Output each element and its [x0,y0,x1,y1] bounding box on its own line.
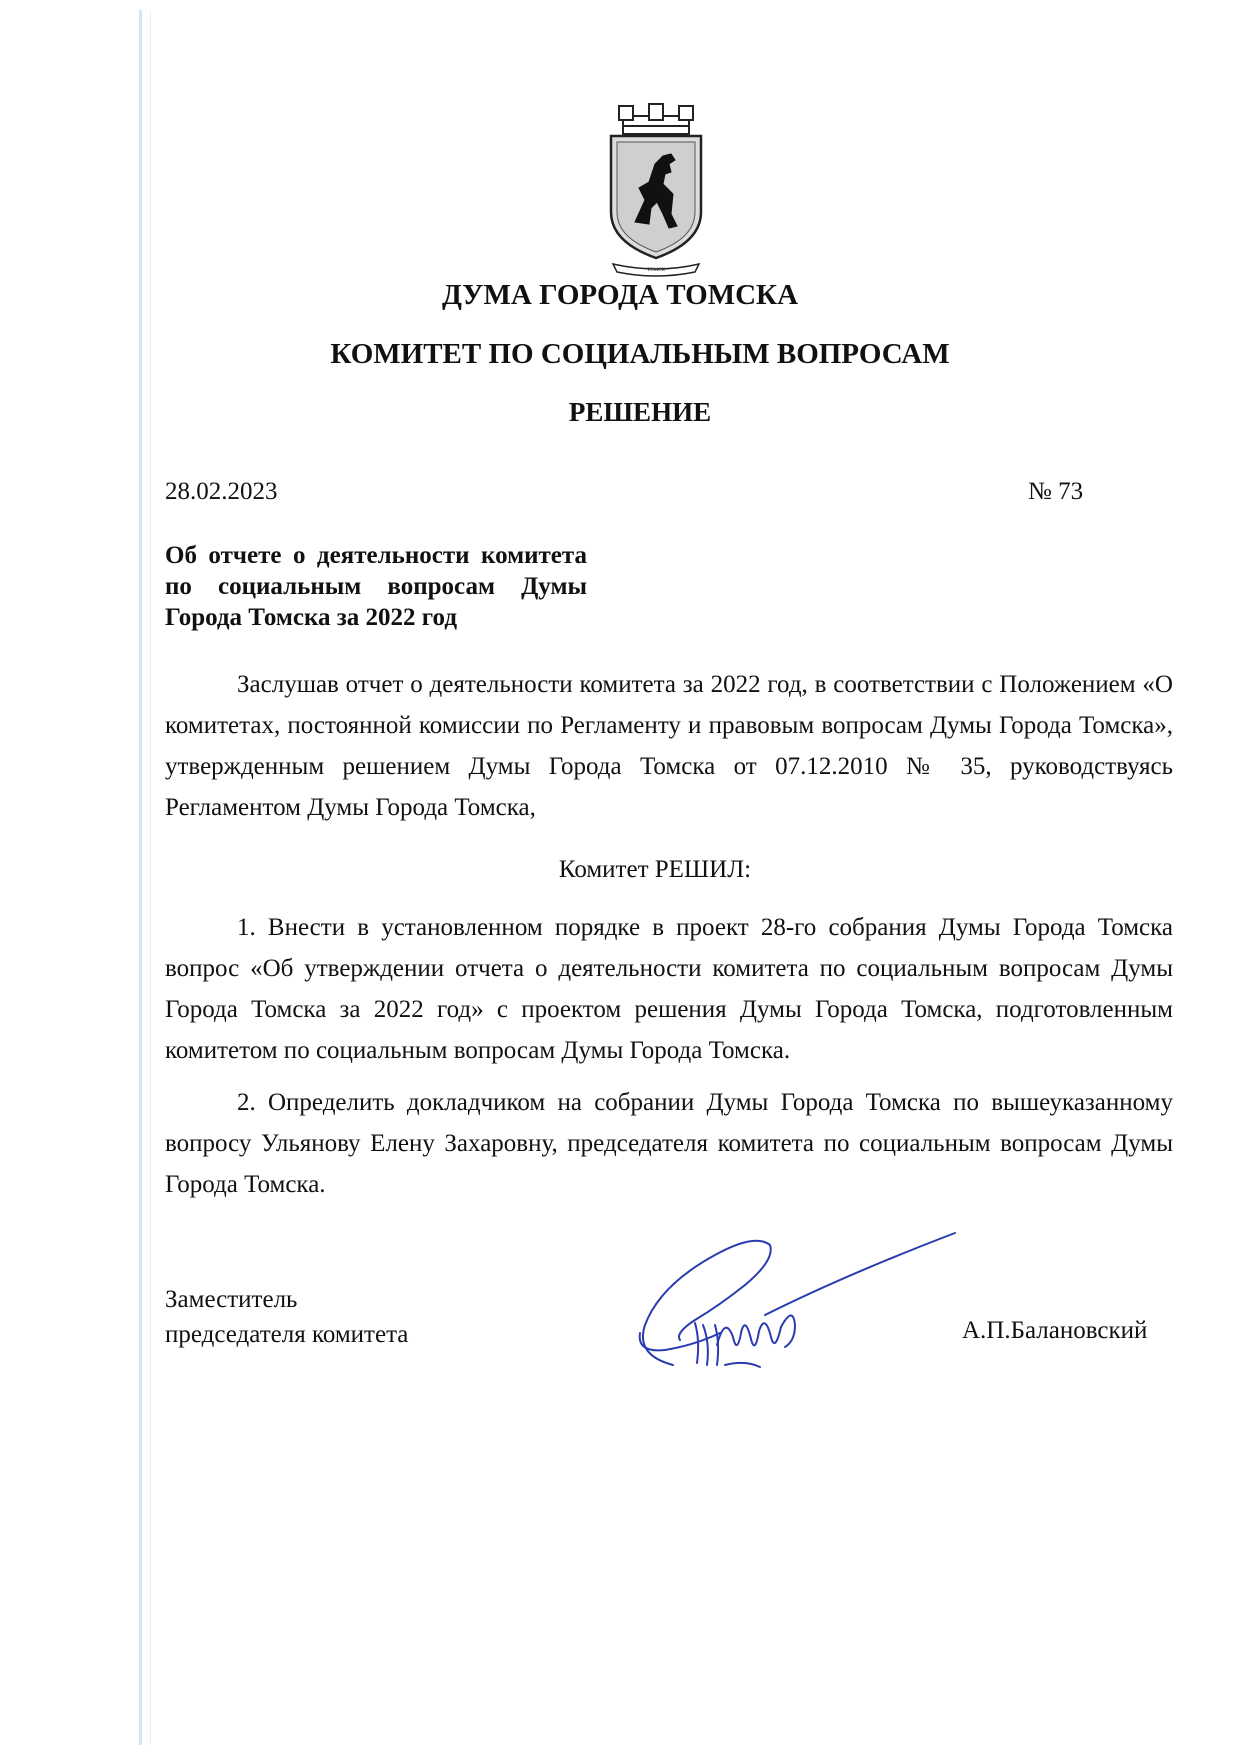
committee-title: КОМИТЕТ ПО СОЦИАЛЬНЫМ ВОПРОСАМ [330,338,950,370]
subject-line: по социальным вопросам Думы [165,573,587,600]
tomsk-coat-of-arms-icon [605,102,707,278]
subject-line: Города Томска за 2022 год [165,604,457,631]
signatory-name: А.П.Балановский [962,1317,1148,1344]
organization-title: ДУМА ГОРОДА ТОМСКА [441,279,799,311]
subject-line: Об отчете о деятельности комитета [165,542,587,569]
decision-item-2: 2. Определить докладчиком на собрании Думы Города Томска по вышеуказанному вопросу Ульянову Елену Захаровну, председателя комитета по социальным вопросам Думы Города Томска. [165,1089,1173,1198]
signatory-position-line: Заместитель [165,1286,298,1313]
decision-subject [165,540,587,633]
svg-text:ТОМСК: ТОМСК [647,268,665,273]
preamble-paragraph: Заслушав отчет о деятельности комитета за 2022 год, в соответствии с Положением «О комитетах, постоянной комиссии по Регламенту и правовым вопросам Думы Города Томска», утвержденным решением Думы Города Томска от 07.12.2010 № 35, руководствуясь Регламентом Думы Города Томска, [165,671,1173,821]
resolved-heading: Комитет РЕШИЛ: [558,856,752,883]
document-type-title: РЕШЕНИЕ [568,397,712,427]
decision-date: 28.02.2023 [165,478,278,505]
signatory-position-line: председателя комитета [165,1321,409,1348]
handwritten-signature-icon [625,1215,965,1380]
decision-number: № 73 [1028,478,1084,505]
decision-item-1: 1. Внести в установленном порядке в проект 28-го собрания Думы Города Томска вопрос «Об утверждении отчета о деятельности комитета по социальным вопросам Думы Города Томска за 2022 год» с проектом решения Думы Города Томска, подготовленным комитетом по социальным вопросам Думы Города Томска. [165,914,1173,1064]
signatory-position [165,1282,408,1352]
